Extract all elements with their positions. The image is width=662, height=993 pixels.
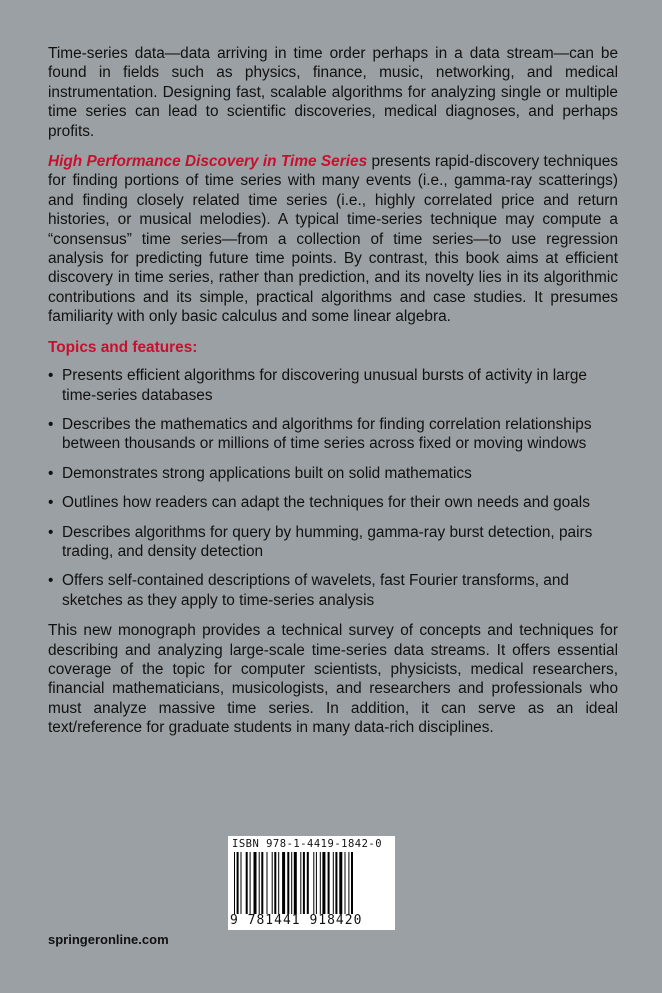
ean-digits: 9 781441 918420 xyxy=(230,913,363,928)
bullet: • xyxy=(48,415,54,433)
bullet: • xyxy=(48,367,54,385)
bullet: • xyxy=(48,523,54,541)
bullet: • xyxy=(48,464,54,482)
list-item: • Describes the mathematics and algorithms for finding correlation relationships between thousands or millions of time series across fixed or moving windows xyxy=(48,415,592,453)
topics-heading: Topics and features: xyxy=(48,338,198,356)
list-item: • Presents efficient algorithms for discovering unusual bursts of activity in large time-series databases xyxy=(48,367,587,404)
list-item: • Demonstrates strong applications built on solid mathematics xyxy=(48,464,472,482)
features-list xyxy=(48,366,618,610)
list-item: • Describes algorithms for query by humming, gamma-ray burst detection, pairs trading, and density detection xyxy=(48,523,593,560)
bullet: • xyxy=(48,572,54,590)
barcode-bars-icon xyxy=(234,852,389,914)
intro-paragraph: Time-series data—data arriving in time order perhaps in a data stream—can be found in fields such as physics, finance, music, networking, and medical instrumentation. Designing fast, scalable algorithms for analyzing single or multiple time series can lead to scientific discoveries, medical diagnoses, and perhaps profits. xyxy=(48,45,618,140)
audience-paragraph: This new monograph provides a technical survey of concepts and techniques for describing and analyzing large-scale time-series data streams. It offers essential coverage of the topic for computer scientists, physicists, medical researchers, financial mathematicians, musicologists, and researchers and professionals who must analyze massive time series. In addition, it can serve as an ideal text/reference for graduate students in many data-rich disciplines. xyxy=(48,622,618,737)
isbn-barcode xyxy=(228,836,395,930)
book-description-text: presents rapid-discovery techniques for finding portions of time series with many events (i.e., gamma-ray scatterings) and finding closely related time series (i.e., highly correlated price and return histories, or musical melodies). A typical time-series technique may compute a “consensus” time series—from a collection of time series—to use regression analysis for predicting future time points. By contrast, this book aims at efficient discovery in time series, rather than prediction, and its novelty lies in its algorithmic contributions and its simple, practical algorithms and case studies. It presumes familiarity with only basic calculus and some linear algebra. xyxy=(48,153,619,326)
bullet: • xyxy=(48,494,54,512)
book-description-paragraph xyxy=(48,152,618,327)
back-cover-text xyxy=(48,44,618,749)
book-title: High Performance Discovery in Time Series xyxy=(48,153,368,171)
list-item: • Offers self-contained descriptions of wavelets, fast Fourier transforms, and sketches as they apply to time-series analysis xyxy=(48,572,569,609)
list-item: • Outlines how readers can adapt the techniques for their own needs and goals xyxy=(48,494,590,512)
website-link[interactable]: springeronline.com xyxy=(48,932,169,947)
isbn-label: ISBN 978-1-4419-1842-0 xyxy=(232,838,383,850)
